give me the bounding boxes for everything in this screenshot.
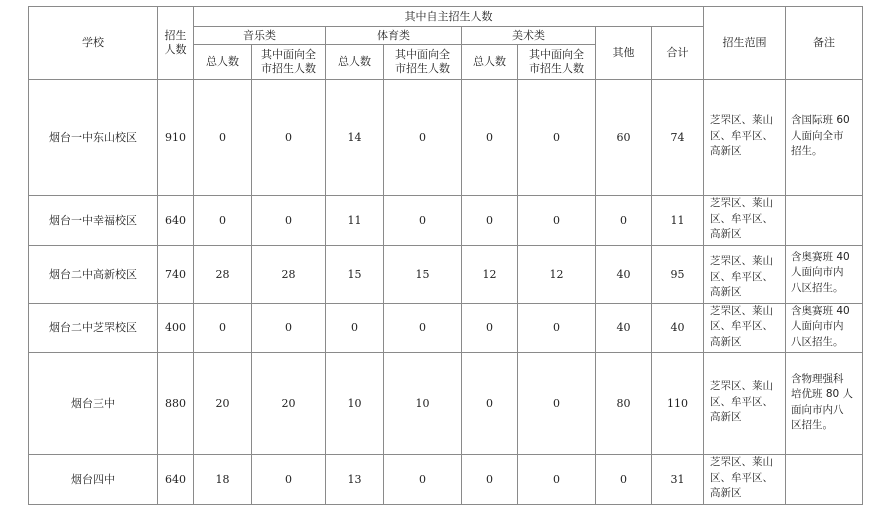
art-citywide: 0 (518, 455, 596, 505)
header-art-citywide (518, 45, 596, 80)
school-name: 烟台一中东山校区 (29, 80, 158, 196)
header-school: 学校 (29, 7, 158, 80)
header-music: 音乐类 (194, 27, 326, 45)
school-name: 烟台二中高新校区 (29, 245, 158, 303)
header-citywide-line1: 其中面向全 (529, 48, 584, 61)
sum-count: 110 (652, 353, 704, 455)
sports-total: 13 (326, 455, 384, 505)
school-name: 烟台二中芝罘校区 (29, 303, 158, 353)
sports-citywide: 0 (384, 303, 462, 353)
range-line: 芝罘区、莱山 (710, 456, 773, 468)
note-line: 面向市内八 (791, 403, 844, 416)
note-line: 培优班 80 人 (791, 388, 854, 400)
art-total: 0 (462, 353, 518, 455)
range-line: 芝罘区、莱山 (710, 114, 773, 127)
header-citywide-line1: 其中面向全 (261, 48, 316, 61)
table-row (29, 455, 863, 505)
art-citywide: 0 (518, 353, 596, 455)
art-total: 0 (462, 196, 518, 246)
other-count: 0 (596, 455, 652, 505)
music-citywide: 20 (252, 353, 326, 455)
range-line: 高新区 (710, 335, 742, 348)
music-total: 28 (194, 245, 252, 303)
table-row (29, 245, 863, 303)
note-line: 八区招生。 (791, 281, 844, 294)
art-total: 0 (462, 80, 518, 196)
enroll-count: 400 (158, 303, 194, 353)
music-total: 0 (194, 303, 252, 353)
music-citywide: 0 (252, 303, 326, 353)
other-count: 80 (596, 353, 652, 455)
header-sports-citywide (384, 45, 462, 80)
sports-total: 15 (326, 245, 384, 303)
header-enroll-line1: 招生 (164, 29, 187, 42)
other-count: 40 (596, 245, 652, 303)
header-sports-total: 总人数 (326, 45, 384, 80)
header-sports: 体育类 (326, 27, 462, 45)
music-citywide: 0 (252, 455, 326, 505)
enroll-range (704, 455, 786, 505)
music-total: 0 (194, 80, 252, 196)
school-name: 烟台一中幸福校区 (29, 196, 158, 246)
sum-count: 11 (652, 196, 704, 246)
note-line: 人面向全市 (791, 129, 844, 142)
range-line: 高新区 (710, 411, 742, 424)
header-other: 其他 (596, 27, 652, 80)
range-line: 区、牟平区、 (710, 129, 773, 142)
range-line: 区、牟平区、 (710, 270, 773, 283)
enroll-range (704, 196, 786, 246)
school-name: 烟台三中 (29, 353, 158, 455)
note-line: 含国际班 60 (791, 114, 850, 127)
row-note (786, 303, 863, 353)
range-line: 芝罘区、莱山 (710, 304, 773, 317)
range-line: 芝罘区、莱山 (710, 380, 773, 393)
admissions-table (28, 6, 863, 505)
note-line: 招生。 (791, 145, 823, 158)
art-total: 12 (462, 245, 518, 303)
sum-count: 95 (652, 245, 704, 303)
row-note (786, 245, 863, 303)
table-row (29, 196, 863, 246)
sports-total: 10 (326, 353, 384, 455)
sports-citywide: 0 (384, 455, 462, 505)
note-line: 人面向市内 (791, 266, 844, 279)
table-row (29, 303, 863, 353)
row-note (786, 353, 863, 455)
art-citywide: 0 (518, 196, 596, 246)
note-line: 人面向市内 (791, 320, 844, 332)
header-art-total: 总人数 (462, 45, 518, 80)
range-line: 高新区 (710, 286, 742, 298)
other-count: 40 (596, 303, 652, 353)
header-citywide-line1: 其中面向全 (395, 48, 450, 61)
sports-citywide: 0 (384, 196, 462, 246)
music-citywide: 0 (252, 196, 326, 246)
header-music-total: 总人数 (194, 45, 252, 80)
row-note (786, 455, 863, 505)
row-note (786, 80, 863, 196)
enroll-count: 910 (158, 80, 194, 196)
enroll-count: 640 (158, 196, 194, 246)
art-citywide: 0 (518, 303, 596, 353)
enroll-count: 880 (158, 353, 194, 455)
note-line: 区招生。 (791, 419, 833, 431)
table-row (29, 353, 863, 455)
header-art: 美术类 (462, 27, 596, 45)
sum-count: 40 (652, 303, 704, 353)
header-citywide-line2: 市招生人数 (261, 62, 316, 75)
header-self-enroll: 其中自主招生人数 (194, 7, 704, 27)
enroll-count: 640 (158, 455, 194, 505)
music-total: 0 (194, 196, 252, 246)
header-enroll (158, 7, 194, 80)
row-note (786, 196, 863, 246)
enroll-range (704, 80, 786, 196)
table-row (29, 80, 863, 196)
range-line: 芝罘区、莱山 (710, 255, 773, 267)
header-notes: 备注 (786, 7, 863, 80)
header-music-citywide (252, 45, 326, 80)
header-citywide-line2: 市招生人数 (395, 62, 450, 75)
sports-citywide: 15 (384, 245, 462, 303)
sum-count: 74 (652, 80, 704, 196)
music-citywide: 28 (252, 245, 326, 303)
enroll-count: 740 (158, 245, 194, 303)
art-total: 0 (462, 303, 518, 353)
other-count: 60 (596, 80, 652, 196)
enroll-range (704, 245, 786, 303)
range-line: 高新区 (710, 228, 742, 240)
note-line: 含奥赛班 40 (791, 250, 850, 263)
sports-total: 0 (326, 303, 384, 353)
enroll-range (704, 303, 786, 353)
range-line: 区、牟平区、 (710, 395, 773, 408)
range-line: 区、牟平区、 (710, 471, 773, 484)
art-citywide: 0 (518, 80, 596, 196)
range-line: 区、牟平区、 (710, 320, 773, 332)
music-total: 20 (194, 353, 252, 455)
music-citywide: 0 (252, 80, 326, 196)
note-line: 含奥赛班 40 (791, 304, 850, 317)
other-count: 0 (596, 196, 652, 246)
note-line: 八区招生。 (791, 335, 844, 348)
range-line: 高新区 (710, 145, 742, 158)
sum-count: 31 (652, 455, 704, 505)
note-line: 含物理强科 (791, 372, 844, 385)
art-total: 0 (462, 455, 518, 505)
sports-total: 14 (326, 80, 384, 196)
range-line: 芝罘区、莱山 (710, 197, 773, 209)
header-enroll-line2: 人数 (164, 43, 187, 56)
music-total: 18 (194, 455, 252, 505)
school-name: 烟台四中 (29, 455, 158, 505)
header-sum: 合计 (652, 27, 704, 80)
sports-citywide: 10 (384, 353, 462, 455)
range-line: 高新区 (710, 487, 742, 499)
enroll-range (704, 353, 786, 455)
header-citywide-line2: 市招生人数 (529, 62, 584, 75)
sports-total: 11 (326, 196, 384, 246)
range-line: 区、牟平区、 (710, 212, 773, 225)
header-range: 招生范围 (704, 7, 786, 80)
sports-citywide: 0 (384, 80, 462, 196)
art-citywide: 12 (518, 245, 596, 303)
